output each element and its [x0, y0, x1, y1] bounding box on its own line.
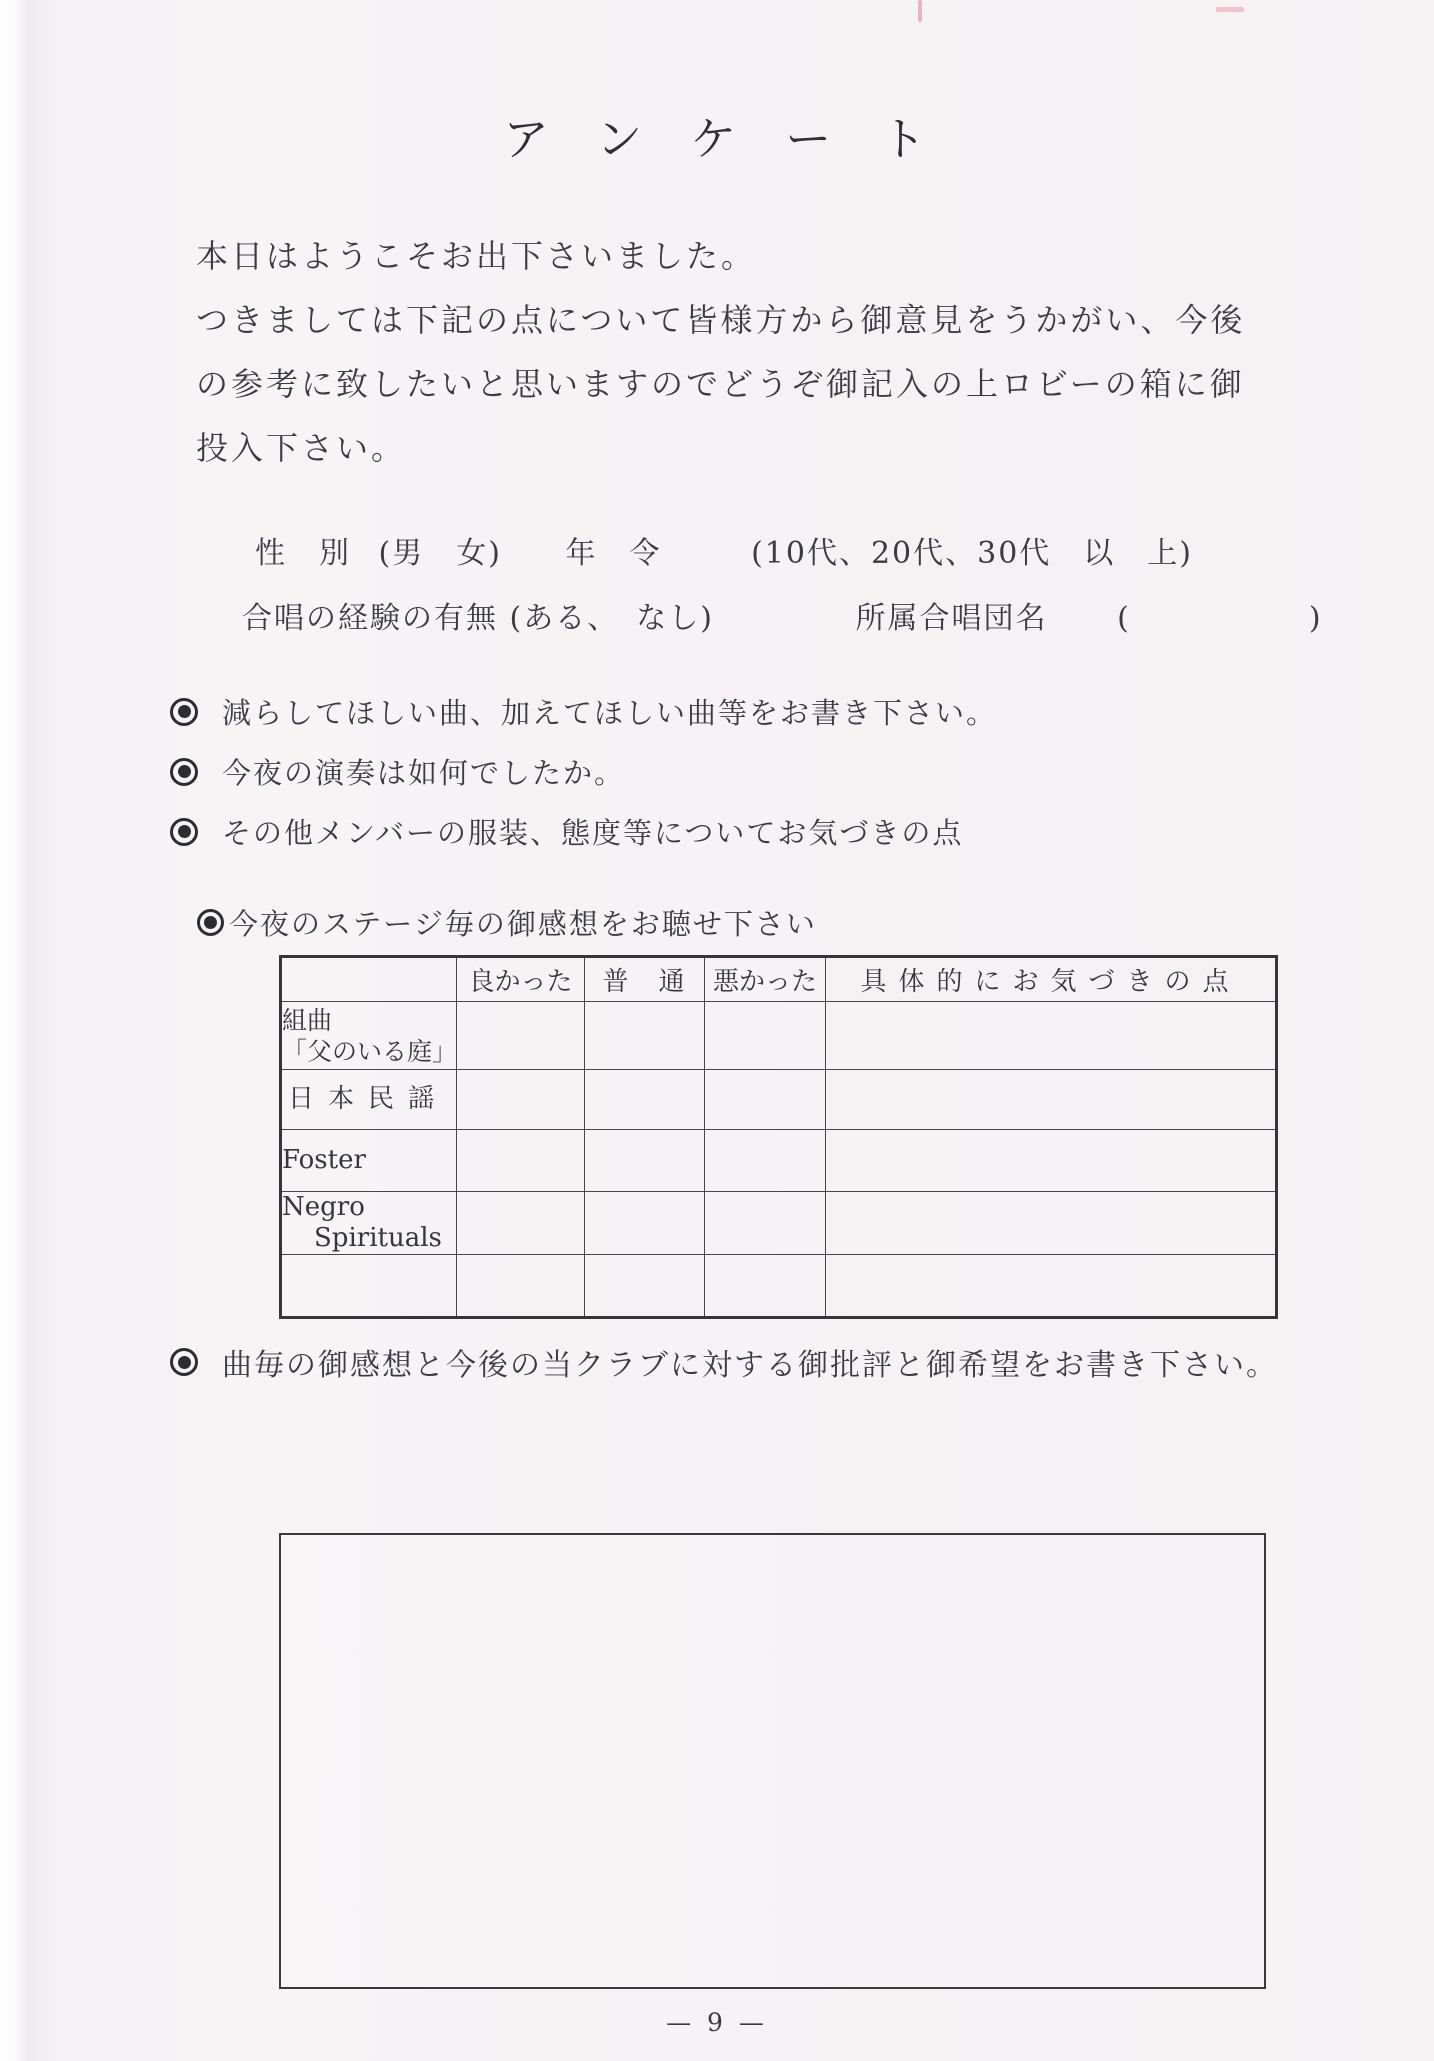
question-item — [170, 811, 963, 852]
demographics-line-1 — [255, 528, 1193, 572]
stage-label-cell — [281, 1130, 457, 1192]
page-number: — 9 — — [666, 2008, 768, 2037]
rating-header-average: 普 通 — [585, 957, 705, 1002]
stage-heading-text: 今夜のステージ毎の御感想をお聴せ下さい — [229, 907, 817, 941]
question-item — [170, 691, 997, 732]
rating-cell — [705, 1255, 826, 1318]
table-header-row — [281, 957, 1277, 1002]
rating-header-empty — [281, 957, 457, 1002]
stage-feedback-heading — [197, 902, 817, 943]
experience-label: 合唱の経験の有無 — [242, 601, 498, 636]
rating-cell — [585, 1255, 705, 1318]
rating-cell — [585, 1070, 705, 1130]
stage-label-line: 「父のいる庭」 — [282, 1036, 458, 1066]
rating-cell — [457, 1130, 585, 1192]
stage-label-cell — [281, 1070, 457, 1130]
rating-cell — [457, 1002, 585, 1070]
stage-label-cell — [281, 1192, 457, 1255]
final-question-item — [170, 1340, 1278, 1384]
age-label: 年 令 — [565, 536, 662, 571]
comment-cell — [826, 1255, 1277, 1318]
stage-label-line: Negro — [282, 1192, 365, 1222]
rating-cell — [457, 1192, 585, 1255]
comment-cell — [826, 1192, 1277, 1255]
stage-label-line: 組曲 — [282, 1005, 333, 1035]
intro-paragraph — [196, 224, 1245, 480]
experience-options: (ある、 なし) — [509, 601, 714, 636]
question-text: 減らしてほしい曲、加えてほしい曲等をお書き下さい。 — [222, 696, 998, 730]
free-comment-box — [279, 1533, 1266, 1989]
rating-header-comments: 具体的にお気づきの点 — [826, 957, 1277, 1002]
group-name-paren-close: ) — [1308, 601, 1323, 636]
stage-label-line: Spirituals — [314, 1223, 442, 1253]
fisheye-bullet-icon — [170, 758, 198, 786]
rating-cell — [457, 1255, 585, 1318]
table-row — [281, 1192, 1277, 1255]
fisheye-bullet-icon — [197, 909, 224, 936]
stage-label-cell — [281, 1002, 457, 1070]
rating-cell — [585, 1130, 705, 1192]
scan-mark — [918, 0, 922, 22]
group-name-paren-open: ( — [1117, 601, 1131, 636]
intro-line: 本日はようこそお出下さいました。 — [196, 237, 757, 275]
fisheye-bullet-icon — [170, 698, 198, 726]
table-row — [281, 1070, 1277, 1130]
rating-header-good: 良かった — [457, 957, 585, 1002]
table-row — [281, 1130, 1277, 1192]
intro-line: つきましては下記の点について皆様方から御意見をうかがい、今後 — [196, 301, 1246, 339]
age-options: (10代、20代、30代 以 上) — [751, 536, 1193, 571]
rating-cell — [585, 1002, 705, 1070]
feedback-table — [279, 955, 1278, 1319]
rating-cell — [585, 1192, 705, 1255]
comment-cell — [826, 1130, 1277, 1192]
doc-title: アンケート — [503, 112, 976, 166]
gender-label: 性 別 — [255, 536, 351, 571]
question-text: 今夜の演奏は如何でしたか。 — [222, 756, 626, 790]
rating-cell — [457, 1070, 585, 1130]
question-text: その他メンバーの服装、態度等についてお気づきの点 — [222, 816, 964, 850]
intro-line: の参考に致したいと思いますのでどうぞ御記入の上ロビーの箱に御 — [196, 365, 1245, 403]
demographics-line-2 — [242, 593, 1323, 637]
group-name-label: 所属合唱団名 — [855, 601, 1048, 636]
fisheye-bullet-icon — [170, 818, 198, 846]
gender-options: (男 女) — [378, 536, 502, 571]
rating-cell — [705, 1002, 826, 1070]
comment-cell — [826, 1002, 1277, 1070]
rating-header-bad: 悪かった — [705, 957, 826, 1002]
fisheye-bullet-icon — [170, 1348, 198, 1376]
rating-cell — [705, 1130, 826, 1192]
question-item — [170, 751, 625, 792]
rating-cell — [705, 1070, 826, 1130]
stage-label-line: 日本民謡 — [288, 1084, 449, 1114]
table-row — [281, 1002, 1277, 1070]
comment-cell — [826, 1070, 1277, 1130]
stage-label-line: Foster — [282, 1145, 366, 1175]
intro-line: 投入下さい。 — [196, 429, 407, 467]
stage-label-cell — [281, 1255, 457, 1318]
final-question-text: 曲毎の御感想と今後の当クラブに対する御批評と御希望をお書き下さい。 — [222, 1348, 1278, 1383]
rating-cell — [705, 1192, 826, 1255]
table-row — [281, 1255, 1277, 1318]
scan-mark — [1216, 7, 1244, 12]
